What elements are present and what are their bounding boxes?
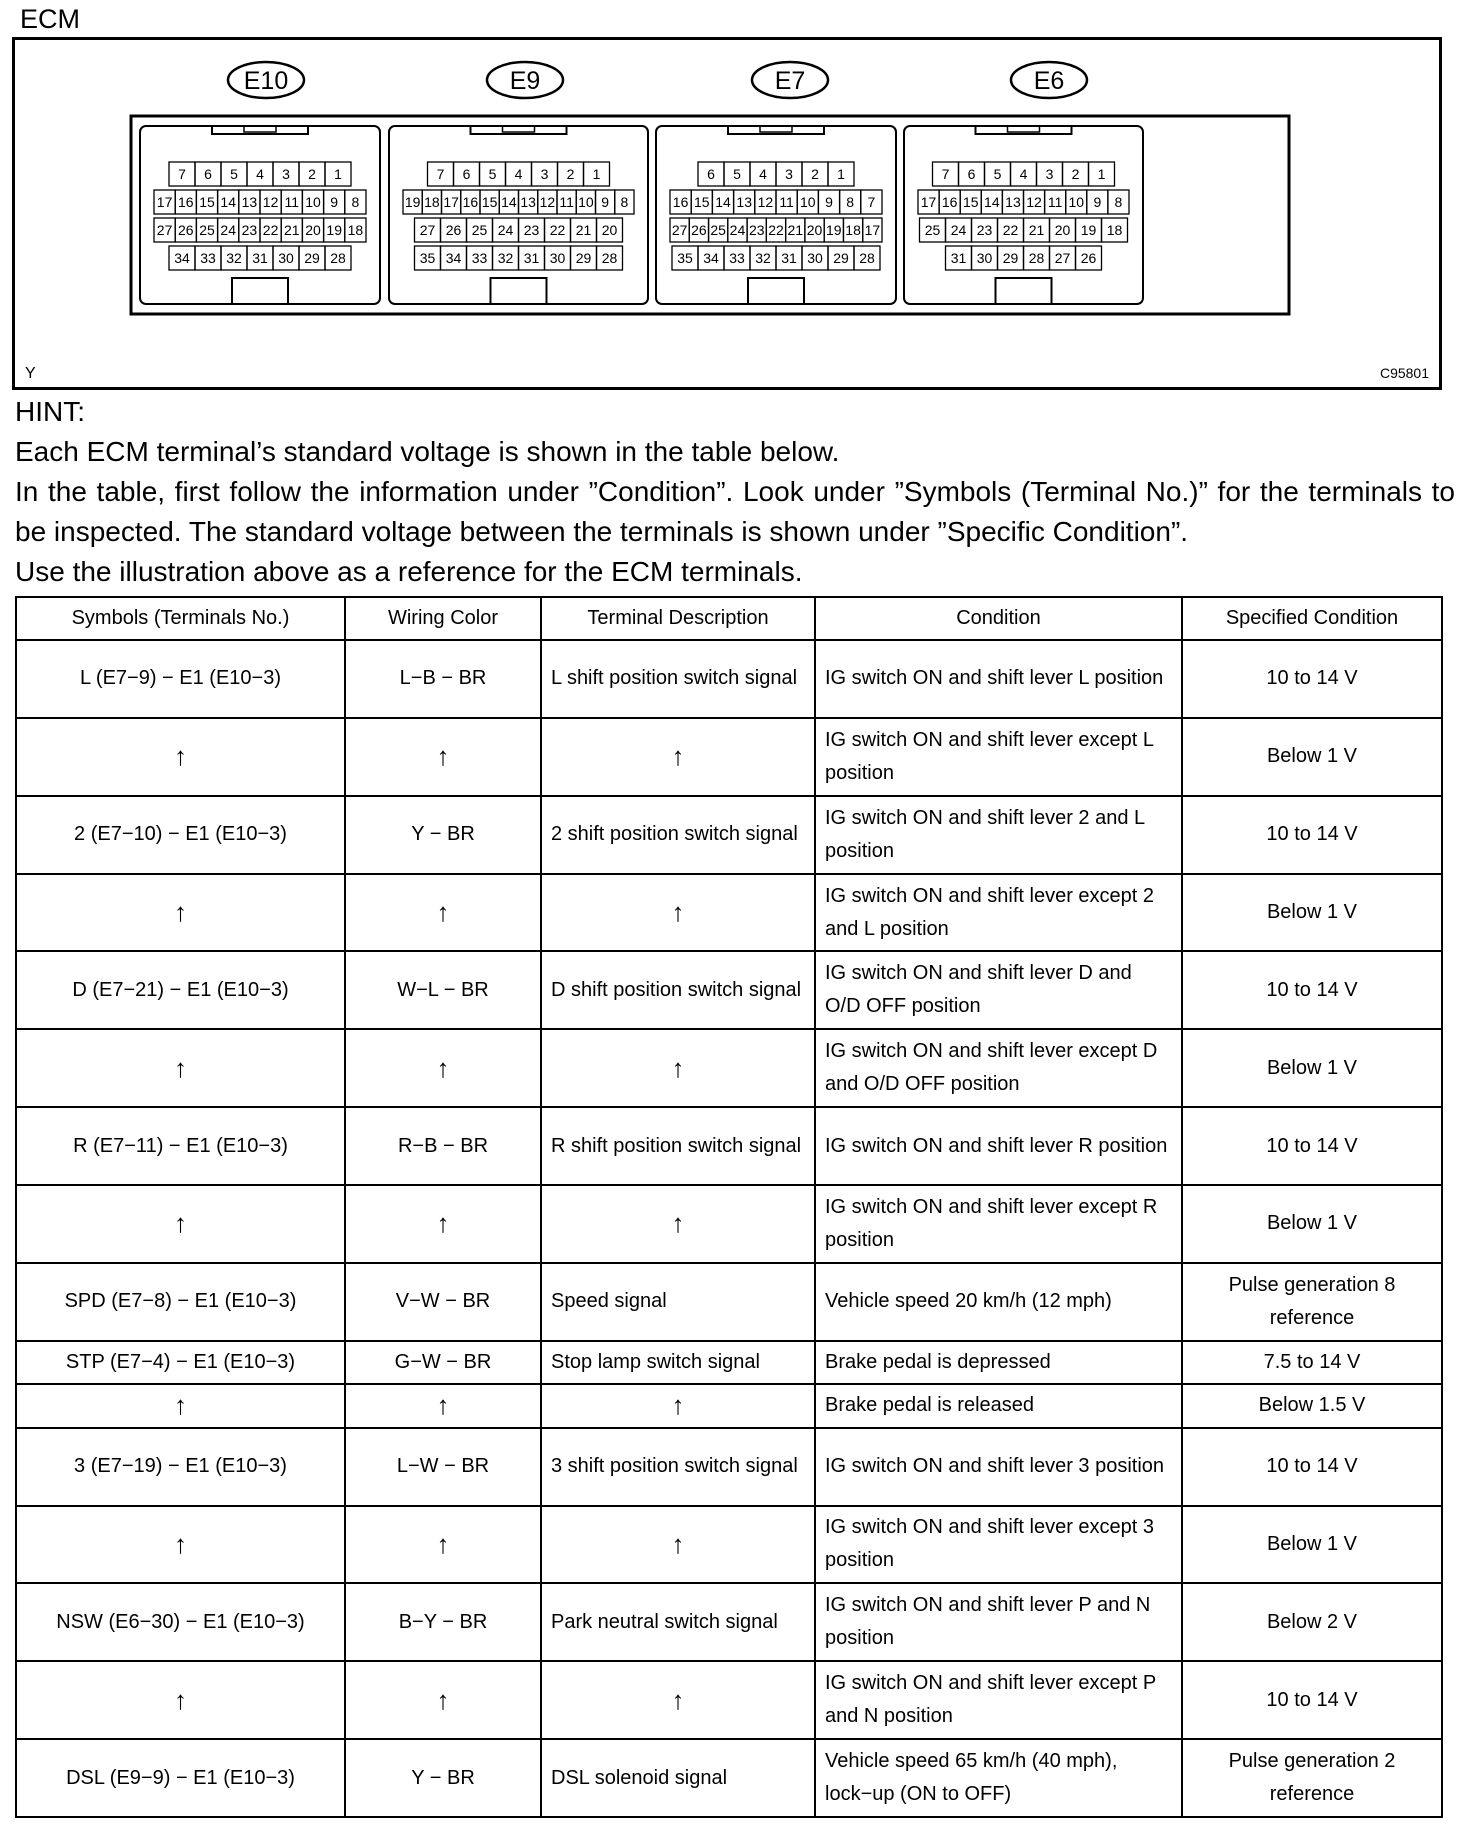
terminal-number: 34	[703, 250, 719, 266]
cell-condition: IG switch ON and shift lever D and O/D OFF position	[815, 951, 1182, 1029]
terminal-number: 12	[539, 194, 556, 210]
cell-specified-condition: 10 to 14 V	[1182, 1107, 1442, 1185]
terminal-number: 5	[993, 166, 1002, 182]
cell-symbols: ↑	[16, 718, 345, 796]
terminal-number: 21	[575, 222, 592, 238]
terminal-number: 2	[1071, 166, 1080, 182]
cell-symbols: ↑	[16, 1029, 345, 1107]
table-row	[16, 1029, 1442, 1107]
terminal-number: 26	[691, 222, 707, 238]
cell-terminal-description: R shift position switch signal	[541, 1107, 815, 1185]
terminal-number: 10	[305, 194, 321, 210]
terminal-number: 25	[471, 222, 488, 238]
cell-terminal-description: ↑	[541, 874, 815, 952]
terminal-number: 27	[671, 222, 688, 238]
terminal-number: 28	[1028, 250, 1045, 266]
connector-id-label: E7	[774, 67, 806, 95]
connector-id-label: E6	[1033, 67, 1065, 95]
header-wiring-color: Wiring Color	[345, 597, 541, 640]
terminal-number: 25	[710, 222, 726, 238]
cell-specified-condition: 10 to 14 V	[1182, 1428, 1442, 1506]
terminal-number: 13	[1005, 194, 1021, 210]
cell-wiring-color: ↑	[345, 718, 541, 796]
hint-line-2: In the table, first follow the information under ”Condition”. Look under ”Symbols (Terminal No.)” for the terminals to be inspected. The standard voltage between the terminals is shown under ”Specific Condition”.	[15, 476, 1455, 547]
table-row	[16, 718, 1442, 796]
terminal-number: 13	[241, 194, 258, 210]
cell-symbols: ↑	[16, 1661, 345, 1739]
cell-terminal-description: ↑	[541, 1185, 815, 1263]
terminal-number: 2	[308, 166, 316, 182]
cell-symbols: R (E7−11) − E1 (E10−3)	[16, 1107, 345, 1185]
terminal-number: 23	[241, 222, 258, 238]
cell-wiring-color: ↑	[345, 1029, 541, 1107]
terminal-number: 24	[220, 222, 236, 238]
terminal-number: 10	[1068, 194, 1085, 210]
terminal-number: 15	[962, 194, 979, 210]
header-terminal-description: Terminal Description	[541, 597, 815, 640]
terminal-number: 26	[1080, 250, 1097, 266]
terminal-number: 14	[715, 194, 731, 210]
cell-wiring-color: L−B − BR	[345, 640, 541, 718]
cell-symbols: L (E7−9) − E1 (E10−3)	[16, 640, 345, 718]
terminal-number: 12	[757, 194, 774, 210]
cell-symbols: ↑	[16, 874, 345, 952]
cell-terminal-description: L shift position switch signal	[541, 640, 815, 718]
cell-symbols: DSL (E9−9) − E1 (E10−3)	[16, 1739, 345, 1817]
cell-condition: IG switch ON and shift lever except D and O/D OFF position	[815, 1029, 1182, 1107]
cell-terminal-description: ↑	[541, 1029, 815, 1107]
cell-specified-condition: Below 1.5 V	[1182, 1384, 1442, 1427]
terminal-number: 16	[462, 194, 479, 210]
terminal-number: 12	[1026, 194, 1042, 210]
cell-condition: Vehicle speed 65 km/h (40 mph), lock−up (ON to OFF)	[815, 1739, 1182, 1817]
terminal-number: 24	[497, 222, 514, 238]
cell-specified-condition: Below 1 V	[1182, 718, 1442, 796]
terminal-number: 31	[252, 250, 268, 266]
cell-terminal-description: Park neutral switch signal	[541, 1583, 815, 1661]
terminal-number: 3	[540, 166, 549, 182]
terminal-number: 9	[601, 194, 610, 210]
table-row	[16, 874, 1442, 952]
terminal-number: 21	[1028, 222, 1045, 238]
cell-terminal-description: ↑	[541, 718, 815, 796]
terminal-number: 20	[601, 222, 618, 238]
terminal-number: 19	[1080, 222, 1097, 238]
terminal-number: 23	[523, 222, 540, 238]
terminal-number: 22	[262, 222, 279, 238]
terminal-number: 22	[768, 222, 784, 238]
cell-specified-condition: Below 1 V	[1182, 874, 1442, 952]
header-symbols: Symbols (Terminals No.)	[16, 597, 345, 640]
terminal-number: 30	[549, 250, 566, 266]
cell-symbols: 3 (E7−19) − E1 (E10−3)	[16, 1428, 345, 1506]
cell-specified-condition: Pulse generation 2 reference	[1182, 1739, 1442, 1817]
cell-specified-condition: Below 1 V	[1182, 1506, 1442, 1584]
cell-condition: Brake pedal is released	[815, 1384, 1182, 1427]
terminal-number: 17	[920, 194, 937, 210]
ecm-connector-diagram	[12, 37, 1442, 390]
terminal-number: 11	[559, 194, 574, 210]
terminal-number: 1	[1097, 166, 1106, 182]
cell-specified-condition: Below 1 V	[1182, 1185, 1442, 1263]
terminal-number: 4	[1019, 166, 1028, 182]
connector-key-notch	[491, 278, 547, 304]
table-row	[16, 1185, 1442, 1263]
terminal-number: 19	[404, 194, 421, 210]
cell-symbols: ↑	[16, 1506, 345, 1584]
terminal-number: 31	[523, 250, 540, 266]
connector-latch	[976, 126, 1072, 134]
terminal-number: 6	[462, 166, 471, 182]
cell-specified-condition: 7.5 to 14 V	[1182, 1341, 1442, 1384]
terminal-number: 3	[1045, 166, 1054, 182]
terminal-number: 6	[204, 166, 212, 182]
terminal-number: 34	[174, 250, 190, 266]
terminal-number: 32	[226, 250, 242, 266]
terminal-number: 29	[304, 250, 320, 266]
cell-wiring-color: ↑	[345, 1185, 541, 1263]
cell-wiring-color: Y − BR	[345, 1739, 541, 1817]
terminal-number: 9	[1093, 194, 1102, 210]
terminal-number: 5	[488, 166, 497, 182]
table-row	[16, 640, 1442, 718]
terminal-number: 14	[984, 194, 1000, 210]
terminal-number: 16	[178, 194, 194, 210]
cell-terminal-description: 2 shift position switch signal	[541, 796, 815, 874]
cell-condition: IG switch ON and shift lever except R position	[815, 1185, 1182, 1263]
terminal-number: 11	[1047, 194, 1063, 210]
cell-symbols: NSW (E6−30) − E1 (E10−3)	[16, 1583, 345, 1661]
cell-condition: IG switch ON and shift lever 2 and L position	[815, 796, 1182, 874]
terminal-number: 27	[419, 222, 436, 238]
cell-wiring-color: ↑	[345, 1384, 541, 1427]
cell-specified-condition: Below 2 V	[1182, 1583, 1442, 1661]
cell-symbols: ↑	[16, 1185, 345, 1263]
cell-condition: IG switch ON and shift lever R position	[815, 1107, 1182, 1185]
terminal-number: 29	[575, 250, 592, 266]
terminal-number: 25	[924, 222, 941, 238]
hint-title: HINT:	[15, 396, 85, 427]
terminal-number: 8	[846, 194, 855, 210]
terminal-number: 11	[779, 194, 794, 210]
cell-terminal-description: ↑	[541, 1506, 815, 1584]
terminal-number: 1	[592, 166, 601, 182]
cell-wiring-color: Y − BR	[345, 796, 541, 874]
terminal-number: 17	[443, 194, 459, 210]
cell-terminal-description: DSL solenoid signal	[541, 1739, 815, 1817]
terminal-number: 10	[800, 194, 816, 210]
terminal-number: 27	[1054, 250, 1071, 266]
cell-condition: IG switch ON and shift lever except L position	[815, 718, 1182, 796]
terminal-number: 5	[733, 166, 741, 182]
connector-latch	[212, 126, 308, 134]
cell-condition: IG switch ON and shift lever 3 position	[815, 1428, 1182, 1506]
terminal-number: 17	[864, 222, 881, 238]
terminal-number: 18	[424, 194, 440, 210]
table-row	[16, 1263, 1442, 1341]
hint-line-3: Use the illustration above as a reference for the ECM terminals.	[15, 556, 803, 587]
cell-wiring-color: ↑	[345, 1661, 541, 1739]
cell-symbols: STP (E7−4) − E1 (E10−3)	[16, 1341, 345, 1384]
terminal-number: 1	[837, 166, 845, 182]
ecm-label: ECM	[20, 4, 80, 34]
table-row	[16, 1506, 1442, 1584]
terminal-number: 15	[199, 194, 215, 210]
terminal-number: 2	[566, 166, 575, 182]
terminal-number: 8	[351, 194, 360, 210]
cell-condition: IG switch ON and shift lever P and N position	[815, 1583, 1182, 1661]
terminal-number: 20	[806, 222, 823, 238]
table-row	[16, 1661, 1442, 1739]
terminal-number: 11	[284, 194, 300, 210]
terminal-number: 20	[305, 222, 321, 238]
connector-illustration	[15, 40, 1439, 387]
terminal-number: 4	[759, 166, 767, 182]
terminal-number: 18	[347, 222, 364, 238]
terminal-number: 5	[230, 166, 238, 182]
terminal-number: 7	[178, 166, 186, 182]
table-row	[16, 1739, 1442, 1817]
cell-specified-condition: 10 to 14 V	[1182, 951, 1442, 1029]
terminal-number: 1	[334, 166, 342, 182]
terminal-number: 27	[156, 222, 173, 238]
cell-symbols: SPD (E7−8) − E1 (E10−3)	[16, 1263, 345, 1341]
terminal-number: 19	[326, 222, 342, 238]
connector-key-notch	[232, 278, 288, 304]
terminal-number: 4	[514, 166, 523, 182]
terminal-number: 28	[330, 250, 346, 266]
header-condition: Condition	[815, 597, 1182, 640]
table-row	[16, 1583, 1442, 1661]
terminal-number: 4	[256, 166, 264, 182]
terminal-number: 21	[284, 222, 300, 238]
cell-symbols: 2 (E7−10) − E1 (E10−3)	[16, 796, 345, 874]
terminal-number: 14	[501, 194, 517, 210]
terminal-number: 9	[825, 194, 833, 210]
terminal-number: 22	[1002, 222, 1019, 238]
terminal-number: 33	[471, 250, 488, 266]
terminal-number: 29	[1002, 250, 1019, 266]
cell-terminal-description: 3 shift position switch signal	[541, 1428, 815, 1506]
cell-condition: Brake pedal is depressed	[815, 1341, 1182, 1384]
terminal-number: 18	[1106, 222, 1123, 238]
terminal-number: 30	[807, 250, 823, 266]
connector-key-notch	[748, 278, 804, 304]
table-header-row	[16, 597, 1442, 640]
table-row	[16, 1107, 1442, 1185]
header-specified-condition: Specified Condition	[1182, 597, 1442, 640]
terminal-number: 35	[677, 250, 693, 266]
terminal-number: 32	[497, 250, 514, 266]
cell-terminal-description: ↑	[541, 1661, 815, 1739]
terminal-number: 28	[601, 250, 618, 266]
terminal-voltage-table	[15, 596, 1443, 1818]
cell-condition: IG switch ON and shift lever except 3 position	[815, 1506, 1182, 1584]
terminal-number: 16	[941, 194, 958, 210]
cell-wiring-color: ↑	[345, 874, 541, 952]
terminal-number: 3	[282, 166, 290, 182]
cell-wiring-color: G−W − BR	[345, 1341, 541, 1384]
figure-reference-code: C95801	[1379, 365, 1429, 381]
terminal-number: 23	[976, 222, 993, 238]
terminal-number: 14	[220, 194, 236, 210]
cell-condition: IG switch ON and shift lever L position	[815, 640, 1182, 718]
cell-specified-condition: Pulse generation 8 reference	[1182, 1263, 1442, 1341]
table-row	[16, 1428, 1442, 1506]
terminal-number: 24	[729, 222, 746, 238]
terminal-number: 30	[278, 250, 294, 266]
connector-id-label: E9	[509, 67, 541, 95]
terminal-number: 18	[845, 222, 861, 238]
terminal-number: 20	[1054, 222, 1071, 238]
connector-key-notch	[996, 278, 1052, 304]
cell-terminal-description: D shift position switch signal	[541, 951, 815, 1029]
terminal-number: 35	[419, 250, 436, 266]
cell-wiring-color: R−B − BR	[345, 1107, 541, 1185]
terminal-number: 7	[436, 166, 445, 182]
cell-wiring-color: ↑	[345, 1506, 541, 1584]
terminal-number: 7	[941, 166, 950, 182]
connector-latch	[471, 126, 567, 134]
cell-terminal-description: Speed signal	[541, 1263, 815, 1341]
cell-specified-condition: 10 to 14 V	[1182, 640, 1442, 718]
terminal-number: 7	[867, 194, 876, 210]
terminal-number: 33	[729, 250, 745, 266]
terminal-number: 17	[156, 194, 173, 210]
terminal-number: 2	[811, 166, 819, 182]
terminal-number: 9	[330, 194, 339, 210]
table-row	[16, 1341, 1442, 1384]
terminal-number: 10	[578, 194, 594, 210]
terminal-number: 26	[445, 222, 462, 238]
terminal-number: 25	[199, 222, 215, 238]
hint-line-1: Each ECM terminal’s standard voltage is shown in the table below.	[15, 436, 840, 467]
terminal-number: 31	[781, 250, 797, 266]
terminal-number: 6	[707, 166, 715, 182]
cell-wiring-color: V−W − BR	[345, 1263, 541, 1341]
terminal-number: 13	[736, 194, 752, 210]
terminal-number: 21	[787, 222, 804, 238]
terminal-number: 15	[694, 194, 710, 210]
terminal-number: 15	[481, 194, 498, 210]
terminal-number: 34	[445, 250, 462, 266]
connector-id-label: E10	[243, 67, 289, 95]
cell-specified-condition: 10 to 14 V	[1182, 796, 1442, 874]
terminal-number: 26	[178, 222, 194, 238]
cell-terminal-description: ↑	[541, 1384, 815, 1427]
terminal-number: 32	[755, 250, 771, 266]
terminal-number: 30	[976, 250, 993, 266]
terminal-number: 29	[833, 250, 849, 266]
cell-condition: Vehicle speed 20 km/h (12 mph)	[815, 1263, 1182, 1341]
connector-latch	[728, 126, 824, 134]
cell-wiring-color: W−L − BR	[345, 951, 541, 1029]
terminal-number: 31	[950, 250, 967, 266]
y-mark: Y	[25, 365, 36, 382]
terminal-number: 22	[549, 222, 566, 238]
terminal-number: 12	[262, 194, 279, 210]
ecm-housing-outline	[131, 116, 1289, 314]
hint-section	[15, 392, 1455, 592]
cell-symbols: ↑	[16, 1384, 345, 1427]
cell-specified-condition: 10 to 14 V	[1182, 1661, 1442, 1739]
cell-wiring-color: B−Y − BR	[345, 1583, 541, 1661]
terminal-number: 6	[967, 166, 976, 182]
terminal-number: 8	[1114, 194, 1123, 210]
table-row	[16, 1384, 1442, 1427]
terminal-number: 24	[950, 222, 967, 238]
terminal-number: 13	[520, 194, 536, 210]
cell-specified-condition: Below 1 V	[1182, 1029, 1442, 1107]
cell-condition: IG switch ON and shift lever except 2 and L position	[815, 874, 1182, 952]
cell-condition: IG switch ON and shift lever except P and N position	[815, 1661, 1182, 1739]
terminal-number: 28	[859, 250, 875, 266]
terminal-number: 8	[620, 194, 629, 210]
terminal-number: 23	[748, 222, 765, 238]
terminal-number: 16	[672, 194, 689, 210]
terminal-number: 19	[826, 222, 842, 238]
cell-wiring-color: L−W − BR	[345, 1428, 541, 1506]
cell-terminal-description: Stop lamp switch signal	[541, 1341, 815, 1384]
terminal-number: 3	[785, 166, 793, 182]
terminal-number: 33	[200, 250, 216, 266]
table-row	[16, 796, 1442, 874]
table-row	[16, 951, 1442, 1029]
cell-symbols: D (E7−21) − E1 (E10−3)	[16, 951, 345, 1029]
